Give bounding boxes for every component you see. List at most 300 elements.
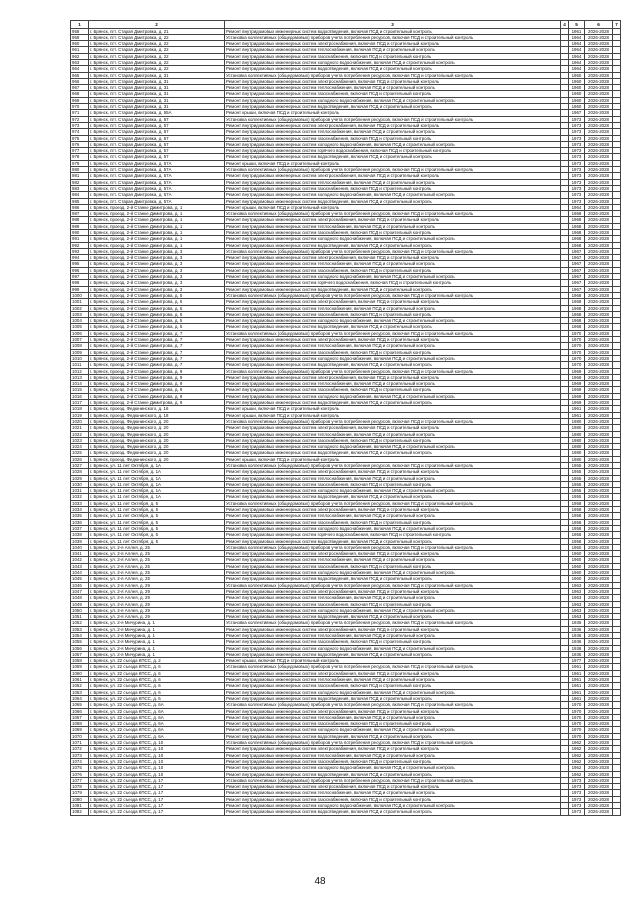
cell-year: 1967	[569, 280, 585, 286]
cell-address: г. Брянск, ул. 11 лет Октября, д. 5	[89, 507, 225, 513]
cell-work-type: Ремонт внутридомовых инженерных систем газоснабжения, включая ПСД и строительный контроль	[225, 311, 561, 317]
cell-address: г. Брянск, ул. 11 лет Октября, д. 5	[89, 532, 225, 538]
cell-period: 2026-2028	[585, 771, 613, 777]
cell-period: 2026-2028	[585, 393, 613, 399]
cell-address: г. Брянск, пгт. Старая Дмитровка, д. 31	[89, 78, 225, 84]
cell-row-number: 1027	[71, 462, 89, 468]
cell-period: 2026-2028	[585, 790, 613, 796]
cell-row-number: 1019	[71, 412, 89, 418]
cell-address: г. Брянск, ул. 2-я Мичурина, д. 1	[89, 639, 225, 645]
cell-period: 2026-2028	[585, 324, 613, 330]
cell-row-number: 1038	[71, 532, 89, 538]
cell-work-type: Ремонт крыши, включая ПСД и строительный контроль	[225, 406, 561, 412]
cell-period: 2026-2028	[585, 104, 613, 110]
cell-work-type: Установка коллективных (общедомовых) приборов учета потребления ресурсов, включая ПСД и строительный контроль	[225, 72, 561, 78]
cell-address: г. Брянск, ул. 22 съезда КПСС, д. 10	[89, 746, 225, 752]
cell-address: г. Брянск, проезд. 2-й Станке Димитрова, д. 1	[89, 223, 225, 229]
cell-year: 1936	[569, 645, 585, 651]
cell-address: г. Брянск, пгт. Старая Дмитровка, д. 31	[89, 91, 225, 97]
cell-row-number: 975	[71, 135, 89, 141]
cell-year: 1961	[569, 677, 585, 683]
cell-row-number: 1072	[71, 746, 89, 752]
cell-work-type: Ремонт внутридомовых инженерных систем теплоснабжения, включая ПСД и строительный контроль	[225, 85, 561, 91]
cell-period: 2026-2028	[585, 400, 613, 406]
cell-work-type: Ремонт внутридомовых инженерных систем водоотведения, включая ПСД и строительный контроль	[225, 771, 561, 777]
cell-year: 1967	[569, 261, 585, 267]
table-body	[71, 28, 621, 815]
cell-period: 2026-2028	[585, 286, 613, 292]
cell-work-type: Ремонт внутридомовых инженерных систем газоснабжения, включая ПСД и строительный контроль	[225, 437, 561, 443]
cell-period: 2026-2028	[585, 274, 613, 280]
cell-address: г. Брянск, проезд. 2-й Станке Димитрова, д. 9	[89, 374, 225, 380]
cell-row-number: 1007	[71, 337, 89, 343]
cell-row-number: 1067	[71, 714, 89, 720]
cell-year: 1968	[569, 324, 585, 330]
cell-work-type: Ремонт крыши, включая ПСД и строительный контроль	[225, 658, 561, 664]
cell-row-number: 1074	[71, 758, 89, 764]
cell-period: 2026-2028	[585, 525, 613, 531]
cell-work-type: Ремонт внутридомовых инженерных систем электроснабжения, включая ПСД и строительный контроль	[225, 425, 561, 431]
cell-work-type: Ремонт внутридомовых инженерных систем холодного водоснабжения, включая ПСД и строительный контроль	[225, 355, 561, 361]
cell-address: г. Брянск, ул. 22 съезда КПСС, д. 17	[89, 803, 225, 809]
cell-work-type: Ремонт внутридомовых инженерных систем горячего водоснабжения, включая ПСД и строительный контроль	[225, 532, 561, 538]
cell-row-number: 1063	[71, 689, 89, 695]
cell-year: 1961	[569, 695, 585, 701]
cell-work-type: Ремонт внутридомовых инженерных систем водоотведения, включая ПСД и строительный контроль	[225, 104, 561, 110]
cell-year: 1963	[569, 582, 585, 588]
cell-year: 1936	[569, 620, 585, 626]
cell-work-type: Установка коллективных (общедомовых) приборов учета потребления ресурсов, включая ПСД и строительный контроль	[225, 620, 561, 626]
cell-work-type: Ремонт внутридомовых инженерных систем электроснабжения, включая ПСД и строительный контроль	[225, 217, 561, 223]
cell-period: 2026-2028	[585, 406, 613, 412]
cell-row-number: 986	[71, 204, 89, 210]
cell-work-type: Ремонт внутридомовых инженерных систем газоснабжения, включая ПСД и строительный контроль	[225, 721, 561, 727]
cell-row-number: 1081	[71, 803, 89, 809]
cell-row-number: 958	[71, 28, 89, 34]
cell-period: 2026-2028	[585, 462, 613, 468]
cell-address: г. Брянск, пгт. Старая Дмитровка, д. 22	[89, 53, 225, 59]
cell-work-type: Установка коллективных (общедомовых) приборов учета потребления ресурсов, включая ПСД и строительный контроль	[225, 777, 561, 783]
cell-address: г. Брянск, ул. 22 съезда КПСС, д. 17	[89, 796, 225, 802]
cell-period: 2026-2028	[585, 78, 613, 84]
cell-year: 1968	[569, 311, 585, 317]
cell-year: 1960	[569, 91, 585, 97]
cell-year: 1970	[569, 330, 585, 336]
cell-period: 2026-2028	[585, 47, 613, 53]
cell-work-type: Ремонт внутридомовых инженерных систем холодного водоснабжения, включая ПСД и строительный контроль	[225, 274, 561, 280]
cell-row-number: 1064	[71, 695, 89, 701]
cell-work-type: Ремонт внутридомовых инженерных систем газоснабжения, включая ПСД и строительный контроль	[225, 387, 561, 393]
cell-period: 2026-2028	[585, 337, 613, 343]
cell-address: г. Брянск, ул. 11 лет Октября, д. 1А	[89, 462, 225, 468]
cell-work-type: Ремонт внутридомовых инженерных систем горячего водоснабжения, включая ПСД и строительный контроль	[225, 148, 561, 154]
cell-work-type: Ремонт внутридомовых инженерных систем газоснабжения, включая ПСД и строительный контроль	[225, 758, 561, 764]
cell-period: 2026-2028	[585, 66, 613, 72]
cell-period: 2026-2028	[585, 689, 613, 695]
cell-period: 2026-2028	[585, 557, 613, 563]
cell-work-type: Ремонт внутридомовых инженерных систем холодного водоснабжения, включая ПСД и строительный контроль	[225, 393, 561, 399]
cell-work-type: Ремонт внутридомовых инженерных систем водоотведения, включая ПСД и строительный контроль	[225, 733, 561, 739]
cell-work-type: Ремонт внутридомовых инженерных систем газоснабжения, включая ПСД и строительный контроль	[225, 481, 561, 487]
cell-address: г. Брянск, пгт. Старая Дмитровка, д. 31	[89, 72, 225, 78]
cell-year: 1973	[569, 809, 585, 815]
cell-period: 2026-2028	[585, 129, 613, 135]
cell-row-number: 1013	[71, 374, 89, 380]
cell-period: 2026-2028	[585, 437, 613, 443]
cell-row-number: 1039	[71, 538, 89, 544]
cell-row-number: 966	[71, 78, 89, 84]
cell-address: г. Брянск, ул. 22 съезда КПСС, д. 6А	[89, 714, 225, 720]
cell-work-type: Ремонт внутридомовых инженерных систем теплоснабжения, включая ПСД и строительный контроль	[225, 714, 561, 720]
cell-row-number: 1066	[71, 708, 89, 714]
cell-work-type: Ремонт внутридомовых инженерных систем электроснабжения, включая ПСД и строительный контроль	[225, 173, 561, 179]
cell-year: 1968	[569, 318, 585, 324]
cell-row-number: 1077	[71, 777, 89, 783]
cell-period: 2026-2028	[585, 607, 613, 613]
cell-year: 1964	[569, 66, 585, 72]
cell-work-type: Ремонт внутридомовых инженерных систем холодного водоснабжения, включая ПСД и строительный контроль	[225, 141, 561, 147]
cell-address: г. Брянск, ул. 2-я Аллея, д. 29	[89, 607, 225, 613]
cell-year: 1969	[569, 368, 585, 374]
cell-address: г. Брянск, ул. 2-я Аллея, д. 25	[89, 544, 225, 550]
cell-year: 1964	[569, 53, 585, 59]
cell-period: 2026-2028	[585, 267, 613, 273]
cell-year: 1968	[569, 223, 585, 229]
cell-row-number: 1024	[71, 444, 89, 450]
cell-year: 1973	[569, 160, 585, 166]
cell-row-number: 1026	[71, 456, 89, 462]
column-header-3: 3	[225, 21, 561, 29]
cell-period: 2026-2028	[585, 588, 613, 594]
cell-work-type: Ремонт внутридомовых инженерных систем холодного водоснабжения, включая ПСД и строительный контроль	[225, 607, 561, 613]
cell-row-number: 1016	[71, 393, 89, 399]
cell-period: 2026-2028	[585, 633, 613, 639]
cell-work-type: Ремонт внутридомовых инженерных систем водоотведения, включая ПСД и строительный контроль	[225, 324, 561, 330]
cell-row-number: 1040	[71, 544, 89, 550]
cell-year: 1980	[569, 418, 585, 424]
cell-work-type: Ремонт внутридомовых инженерных систем водоотведения, включая ПСД и строительный контроль	[225, 400, 561, 406]
cell-period: 2026-2028	[585, 664, 613, 670]
cell-row-number: 1025	[71, 450, 89, 456]
cell-period: 2026-2028	[585, 494, 613, 500]
cell-address: г. Брянск, проезд. Федюнинского, д. 16	[89, 406, 225, 412]
cell-period: 2026-2028	[585, 148, 613, 154]
cell-work-type: Установка коллективных (общедомовых) приборов учета потребления ресурсов, включая ПСД и строительный контроль	[225, 664, 561, 670]
cell-address: г. Брянск, проезд. 2-й Станке Димитрова, д. 3	[89, 255, 225, 261]
cell-row-number: 1000	[71, 292, 89, 298]
cell-row-number: 964	[71, 66, 89, 72]
cell-address: г. Брянск, проезд. 2-й Станке Димитрова, д. 5	[89, 292, 225, 298]
cell-row-number: 1070	[71, 733, 89, 739]
cell-year: 1955	[569, 481, 585, 487]
cell-row-number: 1005	[71, 324, 89, 330]
cell-period: 2026-2028	[585, 752, 613, 758]
cell-work-type: Ремонт внутридомовых инженерных систем электроснабжения, включая ПСД и строительный контроль	[225, 626, 561, 632]
cell-year: 1969	[569, 393, 585, 399]
cell-address: г. Брянск, пгт. Старая Дмитровка, д. 57А	[89, 160, 225, 166]
cell-row-number: 1082	[71, 809, 89, 815]
cell-address: г. Брянск, проезд. 2-й Станке Димитрова, д. 7	[89, 337, 225, 343]
cell-work-type: Ремонт внутридомовых инженерных систем холодного водоснабжения, включая ПСД и строительный контроль	[225, 97, 561, 103]
cell-period: 2026-2028	[585, 796, 613, 802]
cell-address: г. Брянск, ул. 2-я Мичурина, д. 1	[89, 620, 225, 626]
cell-work-type: Ремонт внутридомовых инженерных систем водоотведения, включая ПСД и строительный контроль	[225, 809, 561, 815]
cell-period: 2026-2028	[585, 305, 613, 311]
cell-work-type: Ремонт внутридомовых инженерных систем теплоснабжения, включая ПСД и строительный контроль	[225, 790, 561, 796]
cell-row-number: 994	[71, 255, 89, 261]
cell-address: г. Брянск, пгт. Старая Дмитровка, д. 57	[89, 148, 225, 154]
cell-work-type: Ремонт внутридомовых инженерных систем электроснабжения, включая ПСД и строительный контроль	[225, 588, 561, 594]
cell-period: 2026-2028	[585, 255, 613, 261]
cell-row-number: 1073	[71, 752, 89, 758]
cell-address: г. Брянск, ул. 22 съезда КПСС, д. 10	[89, 758, 225, 764]
cell-address: г. Брянск, пгт. Старая Дмитровка, д. 57А	[89, 192, 225, 198]
cell-period: 2026-2028	[585, 746, 613, 752]
cell-year: 1967	[569, 267, 585, 273]
cell-work-type: Ремонт внутридомовых инженерных систем холодного водоснабжения, включая ПСД и строительный контроль	[225, 525, 561, 531]
cell-address: г. Брянск, проезд. Федюнинского, д. 20	[89, 431, 225, 437]
cell-year: 1968	[569, 299, 585, 305]
cell-period: 2026-2028	[585, 368, 613, 374]
cell-work-type: Ремонт внутридомовых инженерных систем теплоснабжения, включая ПСД и строительный контроль	[225, 261, 561, 267]
cell-work-type: Ремонт внутридомовых инженерных систем холодного водоснабжения, включая ПСД и строительный контроль	[225, 765, 561, 771]
cell-period: 2026-2028	[585, 425, 613, 431]
cell-address: г. Брянск, ул. 22 съезда КПСС, д. 6А	[89, 721, 225, 727]
cell-work-type: Ремонт внутридомовых инженерных систем электроснабжения, включая ПСД и строительный контроль	[225, 784, 561, 790]
cell-year: 1973	[569, 777, 585, 783]
cell-row-number: 1023	[71, 437, 89, 443]
cell-work-type: Установка коллективных (общедомовых) приборов учета потребления ресурсов, включая ПСД и строительный контроль	[225, 740, 561, 746]
cell-row-number: 1042	[71, 557, 89, 563]
repair-schedule-table	[70, 20, 621, 816]
cell-period: 2026-2028	[585, 173, 613, 179]
cell-row-number: 1020	[71, 418, 89, 424]
cell-work-type: Установка коллективных (общедомовых) приборов учета потребления ресурсов, включая ПСД и строительный контроль	[225, 544, 561, 550]
cell-year: 1968	[569, 230, 585, 236]
cell-year: 1973	[569, 179, 585, 185]
cell-year: 1970	[569, 337, 585, 343]
cell-year: 1964	[569, 41, 585, 47]
cell-row-number: 990	[71, 230, 89, 236]
cell-period: 2026-2028	[585, 217, 613, 223]
cell-row-number: 1056	[71, 645, 89, 651]
cell-row-number: 1022	[71, 431, 89, 437]
cell-year: 1973	[569, 173, 585, 179]
cell-col-4	[561, 809, 569, 815]
cell-year: 1958	[569, 507, 585, 513]
cell-year: 1968	[569, 292, 585, 298]
cell-address: г. Брянск, проезд. 2-й Станке Димитрова, д. 9	[89, 387, 225, 393]
cell-year: 1970	[569, 702, 585, 708]
cell-year: 1970	[569, 733, 585, 739]
cell-address: г. Брянск, ул. 22 съезда КПСС, д. 6	[89, 677, 225, 683]
cell-work-type: Ремонт внутридомовых инженерных систем газоснабжения, включая ПСД и строительный контроль	[225, 683, 561, 689]
cell-period: 2026-2028	[585, 349, 613, 355]
cell-address: г. Брянск, проезд. 2-й Станке Димитрова, д. 1	[89, 242, 225, 248]
cell-year: 1970	[569, 349, 585, 355]
cell-year: 1962	[569, 758, 585, 764]
cell-row-number: 1008	[71, 343, 89, 349]
cell-address: г. Брянск, ул. 2-я Аллея, д. 25	[89, 551, 225, 557]
cell-work-type: Ремонт внутридомовых инженерных систем электроснабжения, включая ПСД и строительный контроль	[225, 374, 561, 380]
cell-work-type: Установка коллективных (общедомовых) приборов учета потребления ресурсов, включая ПСД и строительный контроль	[225, 368, 561, 374]
cell-year: 1973	[569, 154, 585, 160]
cell-row-number: 1036	[71, 519, 89, 525]
cell-address: г. Брянск, проезд. 2-й Станке Димитрова, д. 3	[89, 280, 225, 286]
cell-address: г. Брянск, пгт. Старая Дмитровка, д. 57А	[89, 198, 225, 204]
cell-work-type: Ремонт внутридомовых инженерных систем водоотведения, включая ПСД и строительный контроль	[225, 450, 561, 456]
cell-year: 1964	[569, 204, 585, 210]
cell-row-number: 1043	[71, 563, 89, 569]
cell-period: 2026-2028	[585, 374, 613, 380]
cell-period: 2026-2028	[585, 299, 613, 305]
cell-period: 2026-2028	[585, 702, 613, 708]
cell-row-number: 976	[71, 141, 89, 147]
cell-year: 1960	[569, 85, 585, 91]
cell-year: 1960	[569, 576, 585, 582]
cell-row-number: 979	[71, 160, 89, 166]
cell-address: г. Брянск, проезд. 2-й Станке Димитрова, д. 7	[89, 362, 225, 368]
cell-year: 1967	[569, 286, 585, 292]
cell-address: г. Брянск, пгт. Старая Дмитровка, д. 57	[89, 116, 225, 122]
cell-work-type: Ремонт внутридомовых инженерных систем электроснабжения, включая ПСД и строительный контроль	[225, 469, 561, 475]
cell-work-type: Установка коллективных (общедомовых) приборов учета потребления ресурсов, включая ПСД и строительный контроль	[225, 167, 561, 173]
cell-row-number: 1061	[71, 677, 89, 683]
cell-address: г. Брянск, проезд. Федюнинского, д. 20	[89, 418, 225, 424]
cell-row-number: 993	[71, 248, 89, 254]
cell-address: г. Брянск, проезд. 2-й Станке Димитрова, д. 3	[89, 261, 225, 267]
cell-row-number: 1018	[71, 406, 89, 412]
cell-period: 2026-2028	[585, 362, 613, 368]
column-header-1: 1	[71, 21, 89, 29]
cell-period: 2026-2028	[585, 330, 613, 336]
column-header-4: 4	[561, 21, 569, 29]
cell-work-type: Установка коллективных (общедомовых) приборов учета потребления ресурсов, включая ПСД и строительный контроль	[225, 330, 561, 336]
cell-year: 1960	[569, 78, 585, 84]
cell-work-type: Ремонт крыши, включая ПСД и строительный контроль	[225, 160, 561, 166]
cell-work-type: Ремонт внутридомовых инженерных систем теплоснабжения, включая ПСД и строительный контроль	[225, 179, 561, 185]
cell-row-number: 1055	[71, 639, 89, 645]
cell-address: г. Брянск, ул. 11 лет Октября, д. 1А	[89, 488, 225, 494]
cell-address: г. Брянск, проезд. 2-й Станке Димитрова, д. 3	[89, 286, 225, 292]
page-number: 48	[314, 876, 326, 887]
cell-row-number: 1052	[71, 620, 89, 626]
cell-period: 2026-2028	[585, 135, 613, 141]
cell-address: г. Брянск, пгт. Старая Дмитровка, д. 22	[89, 47, 225, 53]
cell-row-number: 991	[71, 236, 89, 242]
cell-year: 1962	[569, 771, 585, 777]
cell-year: 1963	[569, 614, 585, 620]
cell-address: г. Брянск, ул. 2-я Мичурина, д. 1	[89, 651, 225, 657]
cell-work-type: Ремонт внутридомовых инженерных систем электроснабжения, включая ПСД и строительный контроль	[225, 337, 561, 343]
cell-row-number: 969	[71, 97, 89, 103]
cell-work-type: Установка коллективных (общедомовых) приборов учета потребления ресурсов, включая ПСД и строительный контроль	[225, 500, 561, 506]
cell-period: 2026-2028	[585, 387, 613, 393]
cell-address: г. Брянск, ул. 11 лет Октября, д. 1А	[89, 494, 225, 500]
cell-year: 1973	[569, 148, 585, 154]
cell-year: 1955	[569, 462, 585, 468]
cell-work-type: Ремонт внутридомовых инженерных систем теплоснабжения, включая ПСД и строительный контроль	[225, 381, 561, 387]
cell-period: 2026-2028	[585, 727, 613, 733]
cell-period: 2026-2028	[585, 551, 613, 557]
column-header-2: 2	[89, 21, 225, 29]
cell-work-type: Ремонт внутридомовых инженерных систем теплоснабжения, включая ПСД и строительный контроль	[225, 633, 561, 639]
cell-period: 2026-2028	[585, 721, 613, 727]
cell-year: 1960	[569, 544, 585, 550]
cell-address: г. Брянск, пгт. Старая Дмитровка, д. 21	[89, 28, 225, 34]
cell-address: г. Брянск, проезд. Федюнинского, д. 20	[89, 450, 225, 456]
cell-period: 2026-2028	[585, 141, 613, 147]
cell-year: 1970	[569, 343, 585, 349]
cell-address: г. Брянск, ул. 22 съезда КПСС, д. 6А	[89, 702, 225, 708]
cell-year: 1961	[569, 28, 585, 34]
cell-period: 2026-2028	[585, 519, 613, 525]
cell-work-type: Ремонт внутридомовых инженерных систем холодного водоснабжения, включая ПСД и строительный контроль	[225, 727, 561, 733]
cell-work-type: Ремонт внутридомовых инженерных систем электроснабжения, включая ПСД и строительный контроль	[225, 255, 561, 261]
cell-work-type: Ремонт крыши, включая ПСД и строительный контроль	[225, 456, 561, 462]
cell-period: 2026-2028	[585, 595, 613, 601]
cell-address: г. Брянск, пгт. Старая Дмитровка, д. 57А	[89, 173, 225, 179]
cell-period: 2026-2028	[585, 412, 613, 418]
cell-period: 2026-2028	[585, 626, 613, 632]
cell-work-type: Установка коллективных (общедомовых) приборов учета потребления ресурсов, включая ПСД и строительный контроль	[225, 292, 561, 298]
cell-work-type: Ремонт внутридомовых инженерных систем газоснабжения, включая ПСД и строительный контроль	[225, 267, 561, 273]
cell-year: 1961	[569, 664, 585, 670]
cell-row-number: 999	[71, 286, 89, 292]
cell-period: 2026-2028	[585, 160, 613, 166]
cell-address: г. Брянск, ул. 2-я Аллея, д. 29	[89, 588, 225, 594]
cell-address: г. Брянск, проезд. Федюнинского, д. 20	[89, 425, 225, 431]
cell-year: 1967	[569, 255, 585, 261]
table-row	[71, 809, 621, 815]
cell-row-number: 1028	[71, 469, 89, 475]
cell-period: 2026-2028	[585, 261, 613, 267]
cell-year: 1967	[569, 248, 585, 254]
cell-address: г. Брянск, ул. 22 съезда КПСС, д. 6	[89, 695, 225, 701]
cell-period: 2026-2028	[585, 110, 613, 116]
cell-period: 2026-2028	[585, 481, 613, 487]
cell-work-type: Ремонт внутридомовых инженерных систем теплоснабжения, включая ПСД и строительный контроль	[225, 677, 561, 683]
cell-period: 2026-2028	[585, 248, 613, 254]
cell-address: г. Брянск, пгт. Старая Дмитровка, д. 22	[89, 59, 225, 65]
cell-address: г. Брянск, ул. 11 лет Октября, д. 1А	[89, 469, 225, 475]
cell-address: г. Брянск, пгт. Старая Дмитровка, д. 57	[89, 135, 225, 141]
cell-row-number: 1047	[71, 588, 89, 594]
cell-row-number: 1079	[71, 790, 89, 796]
cell-address: г. Брянск, ул. 2-я Мичурина, д. 1	[89, 633, 225, 639]
cell-work-type: Ремонт внутридомовых инженерных систем электроснабжения, включая ПСД и строительный контроль	[225, 551, 561, 557]
cell-work-type: Ремонт внутридомовых инженерных систем газоснабжения, включая ПСД и строительный контроль	[225, 563, 561, 569]
cell-address: г. Брянск, проезд. 2-й Станке Димитрова, д. 9	[89, 381, 225, 387]
cell-period: 2026-2028	[585, 444, 613, 450]
cell-row-number: 1002	[71, 305, 89, 311]
cell-address: г. Брянск, проезд. 2-й Станке Димитрова, д. 9	[89, 368, 225, 374]
cell-work-type: Установка коллективных (общедомовых) приборов учета потребления ресурсов, включая ПСД и строительный контроль	[225, 116, 561, 122]
cell-period: 2026-2028	[585, 343, 613, 349]
cell-year: 1980	[569, 437, 585, 443]
cell-work-type: Ремонт внутридомовых инженерных систем электроснабжения, включая ПСД и строительный контроль	[225, 299, 561, 305]
cell-year: 1968	[569, 305, 585, 311]
cell-work-type: Ремонт внутридомовых инженерных систем водоотведения, включая ПСД и строительный контроль	[225, 576, 561, 582]
cell-work-type: Ремонт внутридомовых инженерных систем водоотведения, включая ПСД и строительный контроль	[225, 614, 561, 620]
cell-work-type: Ремонт внутридомовых инженерных систем водоотведения, включая ПСД и строительный контроль	[225, 242, 561, 248]
cell-row-number: 1071	[71, 740, 89, 746]
cell-period: 2026-2028	[585, 450, 613, 456]
cell-period: 2026-2028	[585, 488, 613, 494]
cell-work-type: Ремонт внутридомовых инженерных систем теплоснабжения, включая ПСД и строительный контроль	[225, 752, 561, 758]
cell-work-type: Ремонт внутридомовых инженерных систем газоснабжения, включая ПСД и строительный контроль	[225, 796, 561, 802]
cell-work-type: Ремонт внутридомовых инженерных систем теплоснабжения, включая ПСД и строительный контроль	[225, 595, 561, 601]
